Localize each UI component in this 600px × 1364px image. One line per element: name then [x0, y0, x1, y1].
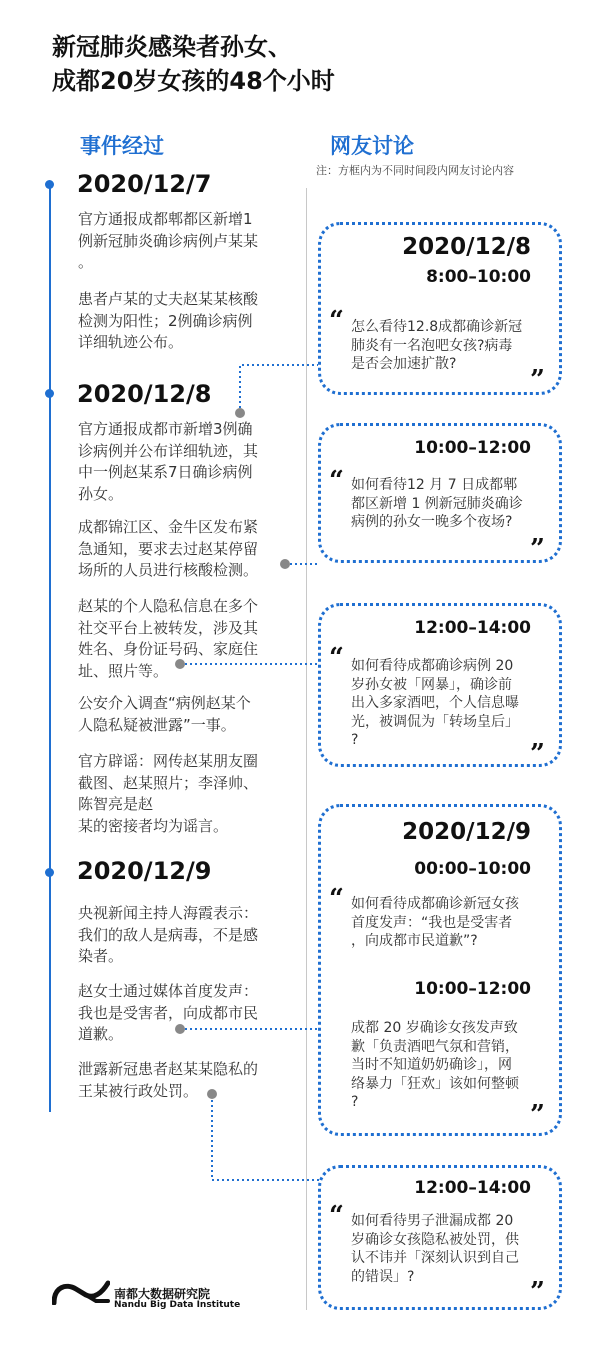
nandu-logo-icon	[52, 1279, 110, 1305]
event-paragraph: 患者卢某的丈夫赵某某核酸 检测为阳性；2例确诊病例 详细轨迹公布。	[78, 290, 259, 352]
event-paragraph: 泄露新冠患者赵某某隐私的 王某被行政处罚。	[78, 1060, 259, 1100]
quote-close-icon: ”	[530, 1277, 545, 1307]
connector-dot	[175, 659, 185, 669]
event-paragraph: 赵某的个人隐私信息在多个 社交平台上被转发，涉及其 姓名、身份证号码、家庭住 址、照片等。	[78, 597, 259, 681]
quote-close-icon: ”	[530, 739, 545, 769]
title-line-2: 成都20岁女孩的48个小时	[52, 67, 335, 95]
discussion-date: 2020/12/9	[402, 819, 531, 845]
discussion-time: 8:00–10:00	[426, 267, 531, 287]
quote-open-icon: “	[329, 643, 344, 673]
discussion-question: 如何看待12 月 7 日成都郫 都区新增 1 例新冠肺炎确诊 病例的孙女一晚多个夜场?	[351, 477, 523, 530]
quote-open-icon: “	[329, 884, 344, 914]
discussion-box-5	[318, 1165, 562, 1310]
discussion-box-1	[318, 222, 562, 395]
title-line-1: 新冠肺炎感染者孙女、	[52, 33, 292, 61]
quote-close-icon: ”	[530, 1100, 545, 1130]
discussion-date: 2020/12/8	[402, 234, 531, 260]
event-paragraph: 官方辟谣：网传赵某朋友圈 截图、赵某照片；李泽帅、 陈智亮是赵 某的密接者均为谣言。	[78, 752, 259, 836]
discussion-question: 如何看待成都确诊新冠女孩 首度发声：“我也是受害者 ，向成都市民道歉”?	[351, 896, 519, 949]
discussion-time: 10:00–12:00	[414, 438, 531, 458]
connector-dot	[175, 1024, 185, 1034]
discussion-box-4	[318, 804, 562, 1136]
event-paragraph: 公安介入调查“病例赵某个 人隐私疑被泄露”一事。	[78, 694, 251, 734]
quote-open-icon: “	[329, 1201, 344, 1231]
discussion-box-2	[318, 423, 562, 563]
event-paragraph: 成都锦江区、金牛区发布紧 急通知，要求去过赵某停留 场所的人员进行核酸检测。	[78, 518, 259, 580]
connector-dot	[280, 559, 290, 569]
event-paragraph: 赵女士通过媒体首度发声： 我也是受害者，向成都市民 道歉。	[78, 982, 259, 1044]
event-date-3: 2020/12/9	[77, 857, 212, 885]
event-date-2: 2020/12/8	[77, 380, 212, 408]
discussion-time: 12:00–14:00	[414, 1178, 531, 1198]
discussion-question: 怎么看待12.8成都确诊新冠 肺炎有一名泡吧女孩?病毒 是否会加速扩散?	[351, 319, 523, 372]
event-paragraph: 官方通报成都郫都区新增1 例新冠肺炎确诊病例卢某某 。	[78, 210, 259, 272]
connector-1	[240, 365, 320, 413]
events-heading: 事件经过	[80, 134, 164, 158]
discussion-question: 如何看待男子泄漏成都 20 岁确诊女孩隐私被处罚，供 认不讳并「深刻认识到自己 的错误」?	[351, 1213, 519, 1285]
quote-open-icon: “	[329, 466, 344, 496]
discussion-question: 成都 20 岁确诊女孩发声致 歉「负责酒吧气氛和营销， 当时不知道奶奶确诊」，网 络暴力「狂欢」该如何整顿 ?	[351, 1020, 519, 1110]
logo-name-en: Nandu Big Data Institute	[114, 1300, 241, 1310]
quote-open-icon: “	[329, 306, 344, 336]
quote-close-icon: ”	[530, 534, 545, 564]
discussion-heading: 网友讨论	[330, 134, 414, 158]
event-date-1: 2020/12/7	[77, 170, 212, 198]
discussion-box-3	[318, 603, 562, 767]
discussion-time: 10:00–12:00	[414, 979, 531, 999]
quote-close-icon: ”	[530, 365, 545, 395]
discussion-time: 00:00–10:00	[414, 859, 531, 879]
discussion-time: 12:00–14:00	[414, 618, 531, 638]
connector-5	[212, 1095, 320, 1180]
connector-dot	[235, 408, 245, 418]
event-paragraph: 官方通报成都市新增3例确 诊病例并公布详细轨迹，其 中一例赵某系7日确诊病例 孙女。	[78, 420, 259, 504]
discussion-question: 如何看待成都确诊病例 20 岁孙女被「网暴」，确诊前 出入多家酒吧，个人信息曝 光，被调侃为「转场皇后」 ?	[351, 658, 519, 748]
event-paragraph: 央视新闻主持人海霞表示： 我们的敌人是病毒，不是感 染者。	[78, 904, 259, 966]
discussion-note: 注：方框内为不同时间段内网友讨论内容	[316, 164, 514, 177]
logo-name-cn: 南都大数据研究院	[114, 1287, 211, 1301]
connector-dot	[207, 1089, 217, 1099]
